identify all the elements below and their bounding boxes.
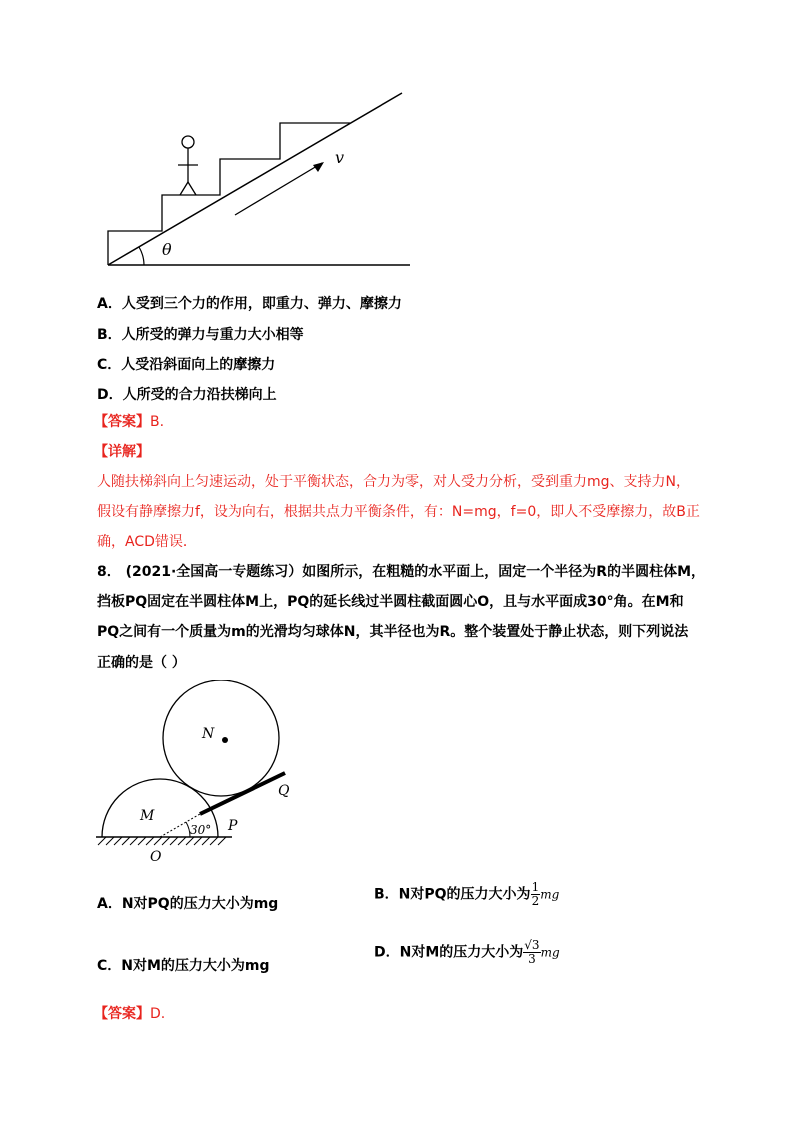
label-o: O [150, 849, 162, 865]
frac-numerator: 1 [531, 880, 540, 894]
answer-value: B. [150, 414, 165, 430]
q7-detail-line-3: 确，ACD错误． [97, 534, 197, 550]
angle-arc [139, 247, 144, 265]
q8-line-2: 挡板PQ固定在半圆柱体M上，PQ的延长线过半圆柱截面圆心O，且与水平面成30°角。在M和 [97, 594, 684, 610]
q8-line-4: 正确的是（ ） [97, 655, 186, 671]
person-icon [178, 136, 198, 195]
q7-option-b: B．人所受的弹力与重力大小相等 [97, 327, 304, 343]
frac-denominator: 3 [528, 952, 536, 966]
q8-option-d-text: D．N对M的压力大小为 [374, 944, 524, 961]
mg-symbol: mg [540, 945, 560, 960]
velocity-label: v [335, 148, 345, 167]
q7-answer [94, 411, 164, 431]
frac-denominator: 2 [531, 894, 540, 908]
mg-symbol: mg [540, 887, 560, 902]
q7-detail-tag: 【详解】 [94, 444, 150, 460]
answer-tag: 【答案】 [94, 1006, 150, 1022]
fraction-one-half [531, 881, 541, 908]
q7-option-d: D．人所受的合力沿扶梯向上 [97, 387, 277, 403]
q8-option-b [374, 881, 559, 908]
q7-detail-line-1: 人随扶梯斜向上匀速运动，处于平衡状态，合力为零，对人受力分析，受到重力mg、支持力N， [97, 474, 690, 490]
velocity-arrowhead [313, 162, 324, 172]
answer-value: D. [150, 1006, 166, 1022]
velocity-arrow [235, 163, 322, 215]
sphere [163, 680, 279, 796]
label-angle: 30° [190, 823, 212, 837]
label-p: P [228, 818, 238, 834]
q8-answer [94, 1003, 165, 1023]
q8-option-a: A．N对PQ的压力大小为mg [97, 896, 279, 912]
answer-tag: 【答案】 [94, 414, 150, 430]
label-n: N [202, 726, 215, 742]
label-q: Q [278, 783, 290, 799]
q8-option-b-text: B．N对PQ的压力大小为 [374, 886, 531, 903]
ground-hatching [98, 837, 226, 845]
q8-option-d [374, 939, 560, 966]
cylinder-sphere-figure [90, 680, 300, 870]
q7-option-c: C．人受沿斜面向上的摩擦力 [97, 357, 276, 373]
frac-numerator: √3 [524, 938, 540, 952]
angle-label: θ [162, 240, 172, 259]
q8-option-c: C．N对M的压力大小为mg [97, 958, 270, 974]
q7-detail-line-2: 假设有静摩擦力f，设为向右，根据共点力平衡条件，有：N=mg，f=0，即人不受摩擦力，故B正 [97, 504, 700, 520]
label-m: M [140, 808, 155, 824]
q7-option-a: A．人受到三个力的作用，即重力、弹力、摩擦力 [97, 296, 402, 312]
fraction-sqrt3-over-3 [523, 939, 540, 966]
plank-pq [200, 773, 285, 814]
incline-line [108, 93, 402, 265]
escalator-figure [100, 85, 430, 280]
sphere-center-dot [222, 737, 228, 743]
q8-line-3: PQ之间有一个质量为m的光滑均匀球体N，其半径也为R。整个装置处于静止状态，则下列说法 [97, 624, 689, 640]
q8-line-1: 8． (2021·全国高一专题练习）如图所示，在粗糙的水平面上，固定一个半径为R的半圆柱体M， [97, 564, 706, 580]
